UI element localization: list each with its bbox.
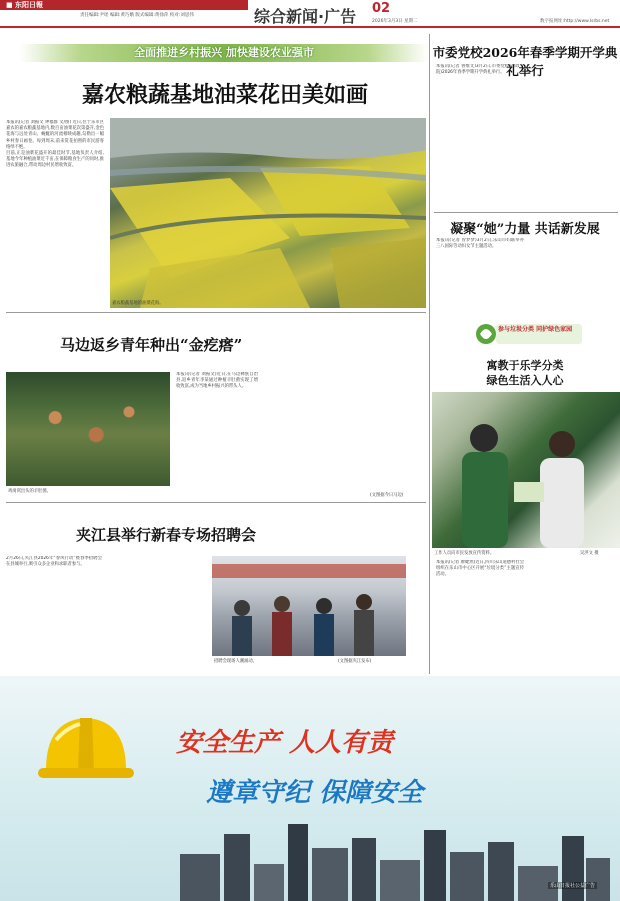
party-school-body-text: 本报讯(记者 鲁维文)3月2日,市委党校(行政学院)2026年春季学期开学典礼举行。	[436, 64, 524, 76]
editor-credits: 责任编辑:尹瑶 编辑:黄巧娥 版式编辑:黄徐萍 校对:刘思伟	[80, 13, 194, 18]
safety-public-service-ad	[0, 676, 620, 901]
garbage-photo-caption: 工作人员向市民发放宣传资料。	[434, 551, 495, 556]
garbage-sorting-banner	[474, 320, 584, 348]
section-divider	[6, 502, 426, 503]
story2-body-col3	[348, 372, 426, 492]
job-fair-photo	[212, 556, 406, 656]
rapeseed-field-photo	[110, 118, 426, 308]
website-url: 数字报网址:http://www.lsrbs.net	[540, 19, 610, 24]
garbage-body-text: 本报讯(记者 廖婕然)近日,四川乐山道德村社会组织在乐山市中心区开展“垃圾分类”主题宣传活动。	[436, 560, 524, 578]
section-divider	[434, 212, 618, 213]
campaign-banner	[20, 44, 428, 62]
section-divider	[6, 312, 426, 313]
garbage-sorting-headline: 寓教于乐学分类 绿色生活入人心	[486, 359, 564, 387]
story3-body-col1	[6, 556, 102, 666]
safety-slogan-line1: 安全生产 人人有责	[176, 728, 394, 758]
story3-headline: 夹江县举行新春专场招聘会	[76, 526, 257, 544]
story3-body-col3	[410, 556, 426, 656]
story2-photo-caption: 鸡岗窝出头的羊肚菌。	[8, 489, 51, 494]
lead-body-text-2: 目前,正是油菜花盛开的最佳时节,基地负责人介绍,基地今年种植油菜近千亩,在保障粮食生产的同时,推进农旅融合,带动周边村民增收致富。	[6, 151, 104, 169]
section-title: 综合新闻·广告	[254, 7, 357, 26]
morel-mushroom-photo	[6, 372, 170, 486]
newspaper-brand: ■ 东阳日報	[0, 0, 248, 10]
party-school-headline: 市委党校2026年春季学期开学典礼举行	[432, 45, 618, 78]
rapeseed-field-illustration	[110, 118, 426, 308]
party-school-body-col2	[528, 64, 616, 212]
city-skyline-illustration	[180, 814, 610, 901]
story2-body-col1	[176, 372, 258, 492]
story3-body-text: 2月26日,夹江县2026年“春风行动”暨春季招聘会在县城举行,吸引众多企业和求职者参与。	[6, 556, 102, 568]
lead-body-text: 近日,位于乐市区嘉农的嘉农粮蔬基地内,数百亩油菜花次第盛开,金色花海与远处青山、蜿蜒的河流相映成趣,勾勒出一幅乡村春日画卷。每到周末,前来赏花拍照的市民游客络绎不绝。	[6, 120, 104, 150]
garbage-body-col1	[436, 560, 524, 670]
volunteer-booth-photo	[432, 392, 620, 548]
page-number: 02	[372, 1, 391, 16]
story2-body-text: 本报讯(记者 刘振文)近日,在马边彝族自治县,返乡青年李某通过种植羊肚菌实现了增收致富,成为当地乡村振兴的带头人。	[176, 372, 258, 390]
garbage-body-col2	[528, 560, 616, 670]
garbage-photo-credit: 吴洪文 摄	[580, 551, 599, 556]
hard-hat-icon	[36, 710, 136, 788]
safety-slogan-line2: 遵章守纪 保障安全	[206, 778, 424, 808]
story3-source: (文图据夹江发布)	[338, 659, 372, 664]
recycle-leaf-icon	[474, 320, 584, 348]
column-divider	[429, 34, 430, 674]
job-fair-illustration	[212, 556, 406, 656]
ad-credit: 乐山日报社公益广告	[550, 883, 596, 889]
story3-photo-caption: 招聘会现场人潮涌动。	[214, 659, 257, 664]
womens-day-body-col2	[528, 238, 616, 314]
womens-day-body-col1	[436, 238, 524, 314]
story3-body-col2	[106, 556, 206, 666]
story2-headline: 马边返乡青年种出“金疙瘩”	[60, 336, 243, 354]
volunteer-booth-illustration	[432, 392, 620, 548]
womens-day-headline: 凝聚“她”力量 共话新发展	[450, 222, 600, 237]
party-school-body-col1	[436, 64, 524, 212]
lead-article-body	[6, 120, 104, 310]
campaign-banner-text: 全面推进乡村振兴 加快建设农业强市	[134, 46, 314, 59]
lead-byline: 本报讯(记者 刘振文 钟福群 文/图)	[6, 120, 72, 125]
garbage-sorting-banner-text: 参与垃圾分类 同护绿色家园	[498, 326, 573, 333]
womens-day-body-text: 本报讯(记者 曾梦梦)3月2日,乐山市妇联举办三八国际劳动妇女节主题活动。	[436, 238, 524, 250]
story2-source: (文图据今日马边)	[370, 493, 404, 498]
story2-body-col2	[262, 372, 344, 492]
lead-headline: 嘉农粮蔬基地油菜花田美如画	[81, 82, 368, 108]
lead-photo-caption: 嘉农粮蔬基地的油菜花海。	[112, 301, 164, 306]
publication-date: 2026年3月3日 星期二	[372, 19, 418, 24]
